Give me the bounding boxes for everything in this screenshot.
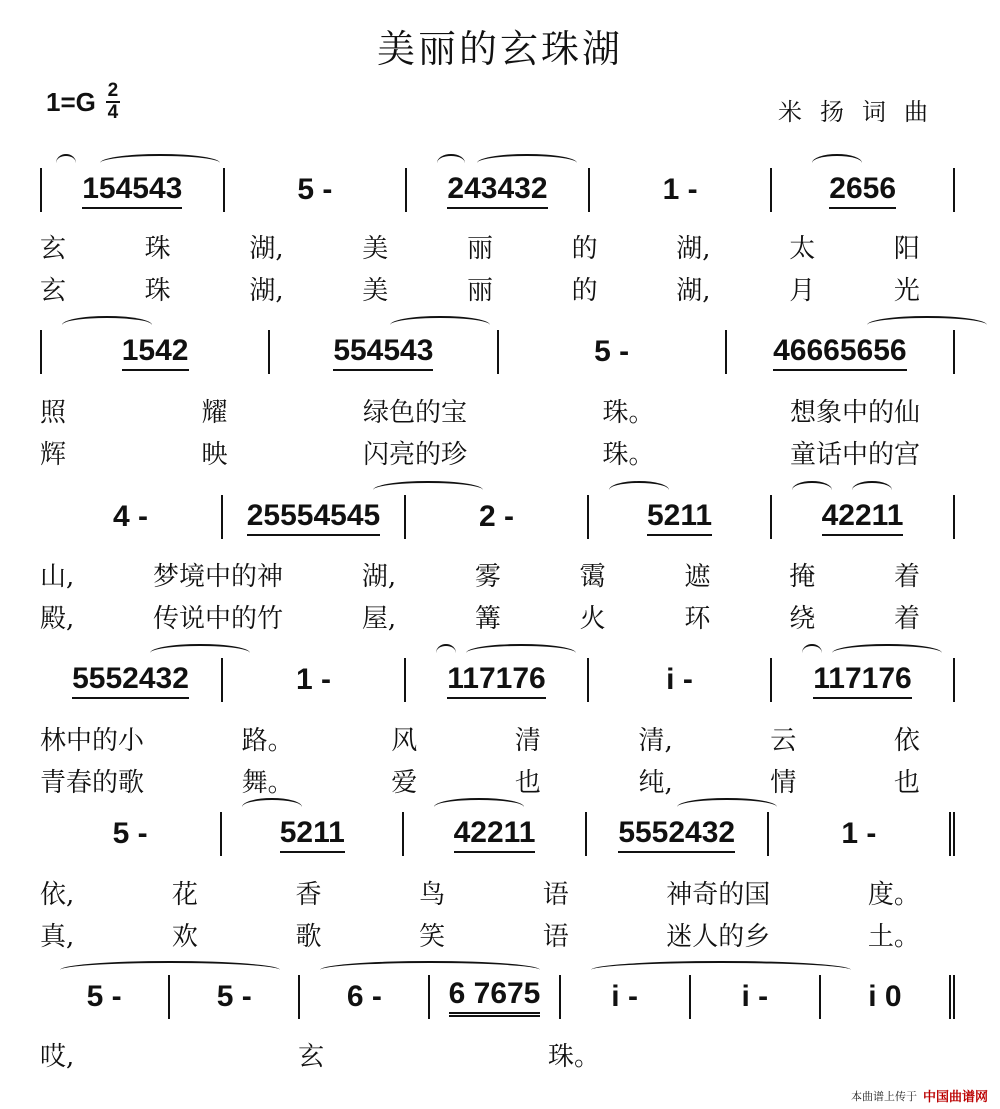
notes: 554543 <box>333 334 433 371</box>
score-title: 美丽的玄珠湖 <box>376 27 623 71</box>
notes: 46665656 <box>773 334 906 371</box>
measure <box>222 812 404 856</box>
key-label: 1=G <box>46 86 96 117</box>
measure <box>769 812 955 856</box>
lyric-word: 月 <box>789 276 816 306</box>
measure <box>407 168 590 212</box>
lyric-word: 湖, <box>676 234 711 264</box>
lyric-word: 屋, <box>361 604 397 634</box>
measure <box>223 495 406 539</box>
measure <box>40 330 270 374</box>
lyric-word: 珠。 <box>602 440 655 470</box>
lyric-word: 太 <box>789 234 816 264</box>
time-top: 2 <box>107 80 119 101</box>
lyric-word: 绿色的宝 <box>362 398 467 428</box>
lyric-word: 玄 <box>40 276 67 306</box>
lyric-word: 照 <box>40 398 67 428</box>
lyrics-verse-2 <box>40 916 920 956</box>
lyric-word: 土。 <box>867 922 920 952</box>
lyrics-verse-2 <box>40 598 920 638</box>
lyrics-verse-1 <box>40 874 920 914</box>
lyric-word: 掩 <box>789 562 816 592</box>
notes: 1 - <box>662 173 698 206</box>
measure <box>406 658 589 702</box>
lyric-word: 湖, <box>249 234 284 264</box>
source-footer <box>851 1086 988 1105</box>
lyric-word: 珠 <box>144 276 171 306</box>
lyric-word: 着 <box>893 604 920 634</box>
lyric-word: 童话中的宫 <box>789 440 920 470</box>
lyric-word: 花 <box>171 880 198 910</box>
lyric-word: 映 <box>201 440 228 470</box>
lyric-word: 情 <box>770 768 797 798</box>
measure <box>40 975 170 1019</box>
footer-text: 本曲谱上传于 <box>850 1089 917 1103</box>
lyric-word: 神奇的国 <box>666 880 771 910</box>
lyric-word: 珠。 <box>547 1042 600 1072</box>
lyric-word: 阳 <box>893 234 920 264</box>
lyric-word: 的 <box>571 234 598 264</box>
notes: i - <box>741 980 769 1013</box>
notes: 5 - <box>216 980 252 1013</box>
lyrics-verse-1 <box>40 556 920 596</box>
lyrics-verse-1 <box>40 1036 600 1076</box>
lyric-word: 绕 <box>789 604 816 634</box>
notes: 6 7675 <box>449 977 541 1017</box>
notes: 5552432 <box>618 816 735 853</box>
staff-line-5 <box>40 812 955 856</box>
lyric-word: 霭 <box>579 562 606 592</box>
lyric-word: 真, <box>40 922 75 952</box>
measure <box>821 975 955 1019</box>
lyric-word: 林中的小 <box>40 726 145 756</box>
lyric-word: 度。 <box>867 880 920 910</box>
lyric-word: 语 <box>542 922 569 952</box>
lyric-word: 纯, <box>638 768 673 798</box>
lyric-word: 鸟 <box>419 880 446 910</box>
lyric-word: 丽 <box>466 276 493 306</box>
lyric-word: 玄 <box>298 1042 325 1072</box>
lyrics-verse-2 <box>40 270 920 310</box>
lyric-word: 传说中的竹 <box>153 604 284 634</box>
lyric-word: 风 <box>391 726 418 756</box>
measure <box>499 330 727 374</box>
staff-line-1 <box>40 168 955 212</box>
lyric-word: 爱 <box>391 768 418 798</box>
lyric-word: 美 <box>362 234 389 264</box>
lyric-word: 香 <box>295 880 322 910</box>
lyric-word: 的 <box>571 276 598 306</box>
measure <box>404 812 586 856</box>
staff-line-6 <box>40 975 955 1019</box>
lyric-word: 歌 <box>295 922 322 952</box>
lyric-word: 云 <box>770 726 797 756</box>
lyric-word: 雾 <box>474 562 501 592</box>
lyric-word: 玄 <box>40 234 67 264</box>
lyric-word: 珠 <box>144 234 171 264</box>
measure <box>772 168 955 212</box>
lyrics-verse-1 <box>40 228 920 268</box>
lyric-word: 美 <box>362 276 389 306</box>
lyric-word: 路。 <box>241 726 294 756</box>
lyric-word: 山, <box>40 562 75 592</box>
notes: i - <box>666 663 693 696</box>
lyric-word: 湖, <box>249 276 284 306</box>
lyric-word: 光 <box>893 276 920 306</box>
time-signature <box>106 82 120 122</box>
measure <box>40 658 223 702</box>
measure <box>589 495 772 539</box>
staff-line-2 <box>40 330 955 374</box>
notes: 42211 <box>822 499 904 536</box>
time-bottom: 4 <box>107 102 119 123</box>
staff-line-4 <box>40 658 955 702</box>
notes: 154543 <box>82 172 182 209</box>
notes: 2656 <box>829 172 896 209</box>
brand-logo: 中国曲谱网 <box>922 1090 988 1105</box>
notes: 5552432 <box>72 662 189 699</box>
measure <box>40 812 222 856</box>
measure <box>40 168 225 212</box>
lyrics-verse-2 <box>40 762 920 802</box>
lyric-word: 火 <box>579 604 606 634</box>
measure <box>772 658 955 702</box>
composer-credit: 米扬词曲 <box>778 98 946 126</box>
notes: 1542 <box>122 334 189 371</box>
lyric-word: 迷人的乡 <box>666 922 771 952</box>
measure <box>223 658 406 702</box>
lyric-word: 依 <box>893 726 920 756</box>
lyrics-verse-1 <box>40 392 920 432</box>
notes: 2 - <box>478 500 514 533</box>
notes: 4 - <box>112 500 148 533</box>
lyric-word: 舞。 <box>241 768 294 798</box>
lyrics-verse-2 <box>40 434 920 474</box>
lyric-word: 环 <box>684 604 711 634</box>
notes: 5211 <box>280 816 345 853</box>
notes: 5 - <box>112 817 148 850</box>
lyric-word: 遮 <box>684 562 711 592</box>
measure <box>300 975 430 1019</box>
measure <box>590 168 773 212</box>
notes: 5 - <box>86 980 122 1013</box>
lyric-word: 清 <box>514 726 541 756</box>
notes: 117176 <box>813 662 911 699</box>
measure <box>225 168 408 212</box>
notes: 1 - <box>295 663 331 696</box>
measure <box>561 975 691 1019</box>
lyric-word: 清, <box>638 726 673 756</box>
measure <box>772 495 955 539</box>
lyric-word: 珠。 <box>602 398 655 428</box>
notes: 5211 <box>647 499 712 536</box>
measure <box>691 975 821 1019</box>
measure <box>170 975 300 1019</box>
measure <box>430 975 560 1019</box>
lyric-word: 也 <box>514 768 541 798</box>
lyric-word: 青春的歌 <box>40 768 145 798</box>
lyric-word: 辉 <box>40 440 67 470</box>
measure <box>587 812 769 856</box>
measure <box>589 658 772 702</box>
notes: i - <box>611 980 638 1013</box>
notes: 1 - <box>841 817 877 850</box>
measure <box>40 495 223 539</box>
notes: i 0 <box>868 980 902 1013</box>
lyric-word: 湖, <box>361 562 397 592</box>
lyric-word: 湖, <box>676 276 711 306</box>
lyric-word: 笑 <box>419 922 446 952</box>
measure <box>270 330 498 374</box>
measure <box>406 495 589 539</box>
lyric-word: 着 <box>893 562 920 592</box>
lyric-word: 殿, <box>40 604 75 634</box>
notes: 5 - <box>594 335 630 368</box>
lyric-word: 耀 <box>201 398 228 428</box>
lyric-word: 丽 <box>466 234 493 264</box>
notes: 42211 <box>454 816 536 853</box>
lyric-word: 欢 <box>171 922 198 952</box>
lyric-word: 哎, <box>40 1042 75 1072</box>
measure <box>727 330 955 374</box>
notes: 5 - <box>297 173 333 206</box>
staff-line-3 <box>40 495 955 539</box>
notes: 25554545 <box>247 499 380 536</box>
lyric-word: 想象中的仙 <box>789 398 920 428</box>
lyric-word: 依, <box>40 880 75 910</box>
lyric-word: 篝 <box>474 604 501 634</box>
lyrics-verse-1 <box>40 720 920 760</box>
lyric-word: 语 <box>542 880 569 910</box>
notes: 6 - <box>346 980 382 1013</box>
lyric-word: 也 <box>893 768 920 798</box>
notes: 117176 <box>447 662 545 699</box>
key-signature <box>46 82 120 122</box>
notes: 243432 <box>447 172 547 209</box>
lyric-word: 闪亮的珍 <box>362 440 467 470</box>
lyric-word: 梦境中的神 <box>153 562 284 592</box>
